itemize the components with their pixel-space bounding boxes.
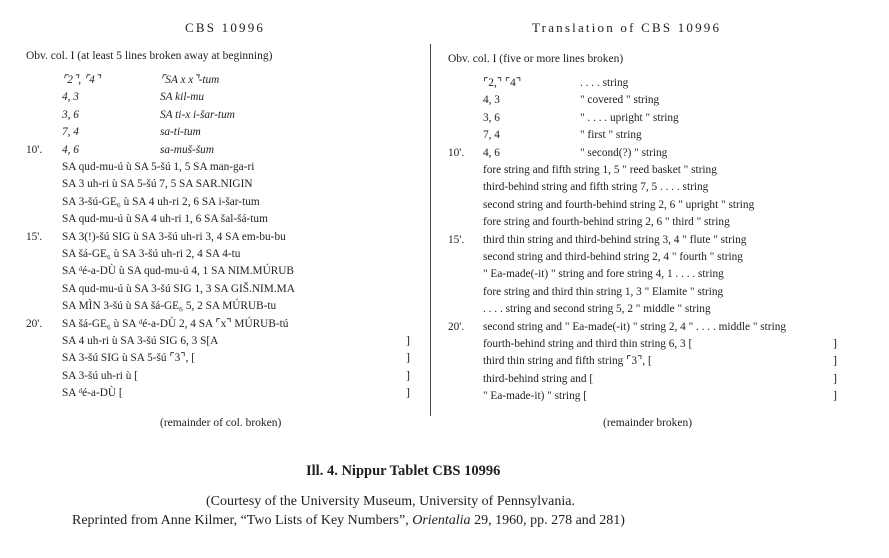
line-text: SA qud-mu-ú ù SA 3-šú SIG 1, 3 SA GIŠ.NIM.MA [62, 282, 295, 295]
credit-line-2 [72, 513, 625, 529]
line-text: SA šá-GE₆ ù SA 3-šú uh-ri 2, 4 SA 4-tu [62, 248, 241, 260]
line-text: SA ᵈé-a-DÙ ù SA qud-mu-ú 4, 1 SA NIM.MÚRUB [62, 265, 294, 278]
line-text: 4, 6 [483, 146, 500, 159]
line-text: 4, 6 [62, 143, 79, 156]
line-text: fore string and fourth-behind string 2, 6 " third " string [483, 216, 730, 229]
line-number: 10'. [448, 146, 465, 159]
line-text-secondary: " covered " string [580, 94, 660, 107]
line-text-secondary: " second(?) " string [580, 146, 668, 159]
line-text-secondary: sa-muš-šum [160, 143, 214, 156]
line-text: ⌜2⌝, ⌜4⌝ [62, 74, 101, 86]
line-text-secondary: " . . . . upright " string [580, 111, 679, 124]
closing-bracket: ] [406, 385, 410, 400]
line-text: fore string and third thin string 1, 3 " Elamite " string [483, 285, 724, 298]
line-text: SA qud-mu-ú ù SA 5-šú 1, 5 SA man-ga-ri [62, 161, 255, 173]
line-text-secondary: ⌜SA x x⌝-tum [160, 74, 220, 86]
line-text: . . . . string and second string 5, 2 " middle " string [483, 303, 711, 316]
line-text: SA qud-mu-ú ù SA 4 uh-ri 1, 6 SA šal-šá-tum [62, 213, 268, 226]
line-text: 7, 4 [483, 129, 500, 142]
line-text: third-behind string and fifth string 7, 5 . . . . string [483, 181, 709, 194]
line-text-secondary: sa-ti-tum [160, 126, 201, 139]
column-divider [430, 44, 431, 416]
journal-name: Orientalia [412, 513, 471, 528]
line-text: SA 3-šú uh-ri ù [ [62, 369, 138, 382]
line-text: third-behind string and [ [483, 372, 594, 385]
line-text-secondary: SA kil-mu [160, 91, 205, 104]
line-text-secondary: SA ti-x i-šar-tum [160, 108, 235, 121]
line-text: fore string and fifth string 1, 5 " reed basket " string [483, 164, 717, 176]
line-text: SA 3 uh-ri ù SA 5-šú 7, 5 SA SAR.NIGIN [62, 178, 253, 191]
line-number: 20'. [448, 320, 465, 333]
line-text-secondary: . . . . string [580, 77, 629, 89]
closing-bracket: ] [406, 333, 410, 347]
closing-bracket: ] [406, 367, 410, 382]
line-text: SA ᵈé-a-DÙ [ [62, 387, 123, 400]
line-text: second string and " Ea-made(-it) " string 2, 4 " . . . . middle " string [483, 320, 787, 333]
right-heading: Obv. col. I (five or more lines broken) [448, 53, 624, 65]
line-text: 4, 3 [483, 94, 500, 107]
line-text: 4, 3 [62, 91, 79, 104]
figure-caption: Ill. 4. Nippur Tablet CBS 10996 [306, 463, 501, 479]
line-text: SA 4 uh-ri ù SA 3-šú SIG 6, 3 S[A [62, 335, 219, 347]
line-text: second string and fourth-behind string 2, 6 " upright " string [483, 198, 755, 211]
line-text: SA 3(!)-šú SIG ù SA 3-šú uh-ri 3, 4 SA em-bu-bu [62, 230, 286, 243]
closing-bracket: ] [833, 336, 837, 350]
line-text: ⌜2,⌝ ⌜4⌝ [483, 77, 522, 89]
line-text: SA 3-šú-GE₆ ù SA 4 uh-ri 2, 6 SA i-šar-tum [62, 195, 260, 208]
line-text: second string and third-behind string 2, 4 " fourth " string [483, 251, 743, 263]
line-number: 15'. [26, 230, 43, 243]
line-text: third thin string and fifth string ⌜3⌝, [ [483, 355, 652, 368]
line-text: 7, 4 [62, 126, 79, 139]
line-number: 20'. [26, 317, 43, 330]
line-text: " Ea-made-it) " string [ [483, 390, 587, 403]
line-text: " Ea-made(-it) " string and fore string 4, 1 . . . . string [483, 268, 724, 281]
credit-line-1: (Courtesy of the University Museum, University of Pennsylvania. [206, 494, 576, 509]
line-number: 15'. [448, 233, 465, 246]
left-title: CBS 10996 [185, 20, 266, 35]
line-text: SA 3-šú SIG ù SA 5-šú ⌜3⌝, [ [62, 352, 195, 365]
line-text: SA MÌN 3-šú ù SA šá-GE₆ 5, 2 SA MÚRUB-tu [62, 300, 277, 313]
line-text: 3, 6 [483, 111, 500, 124]
line-text: 3, 6 [62, 108, 79, 121]
closing-bracket: ] [406, 350, 410, 365]
line-text-secondary: " first " string [580, 129, 642, 142]
line-number: 10'. [26, 143, 43, 156]
left-footer: (remainder of col. broken) [160, 417, 282, 429]
line-text: SA šá-GE₆ ù SA ᵈé-a-DÙ 2, 4 SA ⌜x⌝ MÚRUB-tú [62, 317, 289, 330]
closing-bracket: ] [833, 353, 837, 368]
closing-bracket: ] [833, 388, 837, 403]
line-text: fourth-behind string and third thin string 6, 3 [ [483, 338, 693, 350]
line-text: third thin string and third-behind string 3, 4 " flute " string [483, 233, 747, 246]
left-heading: Obv. col. I (at least 5 lines broken away at beginning) [26, 50, 273, 62]
credit-citation: Reprinted from Anne Kilmer, “Two Lists of Key Numbers”, [72, 513, 413, 528]
credit-pages: 29, 1960, pp. 278 and 281) [470, 513, 625, 528]
right-footer: (remainder broken) [603, 417, 693, 429]
closing-bracket: ] [833, 370, 837, 385]
right-title: Translation of CBS 10996 [532, 20, 722, 35]
